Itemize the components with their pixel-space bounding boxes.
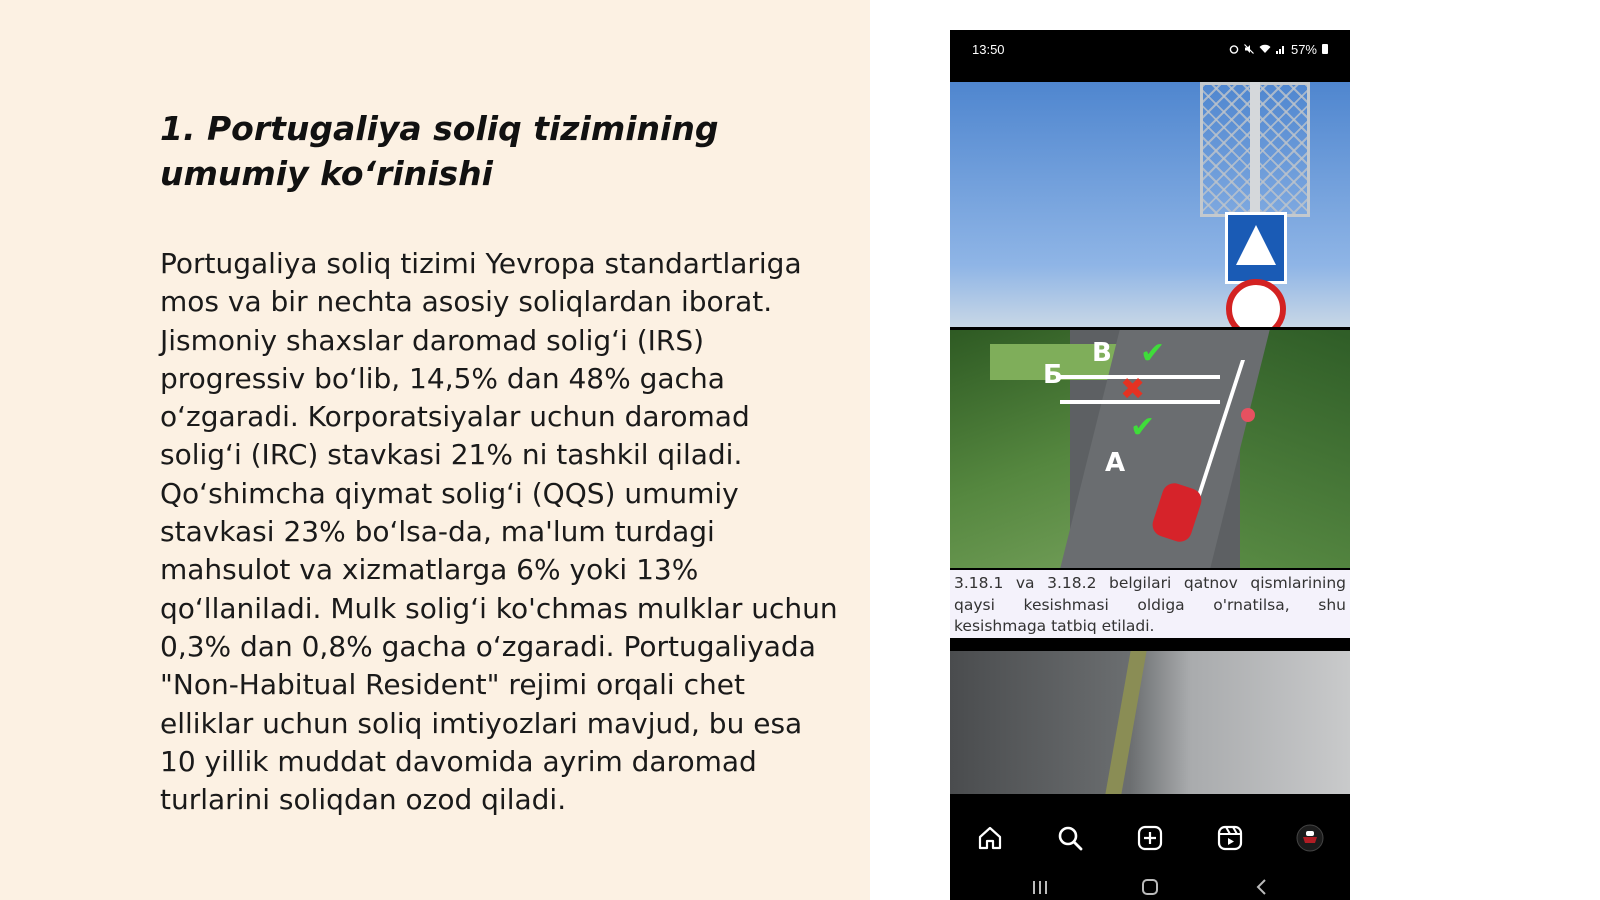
photo-road-bottom [950, 651, 1350, 794]
back-icon[interactable] [1252, 878, 1272, 896]
reels-icon [1216, 824, 1244, 852]
nav-reels-button[interactable] [1210, 822, 1250, 854]
slide-body-text: Portugaliya soliq tizimi Yevropa standartlariga mos va bir nechta asosiy soliqlardan iborat. Jismoniy shaxslar daromad solig‘i (IRS) progressiv bo‘lib, 14,5% dan 48% gacha o‘zgaradi. Korporatsiyalar uchun daromad solig‘i (IRC) stavkasi 21% ni tashkil qiladi. Qo‘shimcha qiymat solig‘i (QQS) umumiy stavkasi 23% bo‘lsa-da, ma'lum turdagi mahsulot va xizmatlarga 6% yoki 13% qo‘llaniladi. Mulk solig‘i ko'chmas mulklar uchun 0,3% dan 0,8% gacha o‘zgaradi. Portugaliyada "Non-Habitual Resident" rejimi orqali chet elliklar uchun soliq imtiyozlari mavjud, bu esa 10 yillik muddat davomida ayrim daromad turlarini soliqdan ozod qiladi. [160, 247, 838, 817]
home-button-icon[interactable] [1140, 878, 1160, 896]
profile-avatar [1295, 823, 1325, 853]
status-icons [1229, 42, 1328, 57]
check-mark-icon: ✔ [1140, 336, 1166, 371]
photo-sign-pole [950, 82, 1350, 327]
nav-search-button[interactable] [1050, 822, 1090, 854]
create-icon [1136, 824, 1164, 852]
sign-caption: 3.18.1 va 3.18.2 belgilari qatnov qismlarining qaysi kesishmasi oldiga o'rnatilsa, shu kesishmaga tatbiq etiladi. [950, 570, 1350, 638]
battery-icon [1322, 44, 1328, 54]
road-kerb [1105, 651, 1146, 794]
phone-screenshot [950, 30, 1350, 900]
no-left-turn-sign-icon [1226, 279, 1286, 327]
signal-icon [1276, 44, 1286, 54]
road-label-a: A [1105, 448, 1126, 478]
alarm-icon [1229, 44, 1239, 54]
home-icon [976, 824, 1004, 852]
nav-profile-button[interactable] [1290, 822, 1330, 854]
mute-icon [1244, 44, 1254, 54]
road-label-b: Б [1043, 360, 1063, 390]
road-label-v: В [1092, 338, 1112, 368]
battery-percent: 57% [1290, 41, 1317, 57]
system-nav-bar [950, 876, 1350, 900]
nav-home-button[interactable] [970, 822, 1010, 854]
wifi-icon [1259, 44, 1271, 54]
check-mark-icon: ✔ [1130, 410, 1156, 445]
search-icon [1056, 824, 1084, 852]
pedestrian-crossing-sign-icon [1225, 212, 1287, 284]
photo-intersection [950, 330, 1350, 568]
status-bar [950, 30, 1350, 68]
app-bottom-nav [950, 794, 1350, 900]
recent-apps-icon[interactable] [1030, 878, 1050, 896]
nav-create-button[interactable] [1130, 822, 1170, 854]
slide-title: 1. Portugaliya soliq tizimining umumiy ko‘rinishi [160, 109, 719, 193]
status-time: 13:50 [972, 41, 1005, 57]
cross-mark-icon: ✖ [1120, 372, 1146, 407]
road-sign-marker-icon [1241, 408, 1255, 422]
